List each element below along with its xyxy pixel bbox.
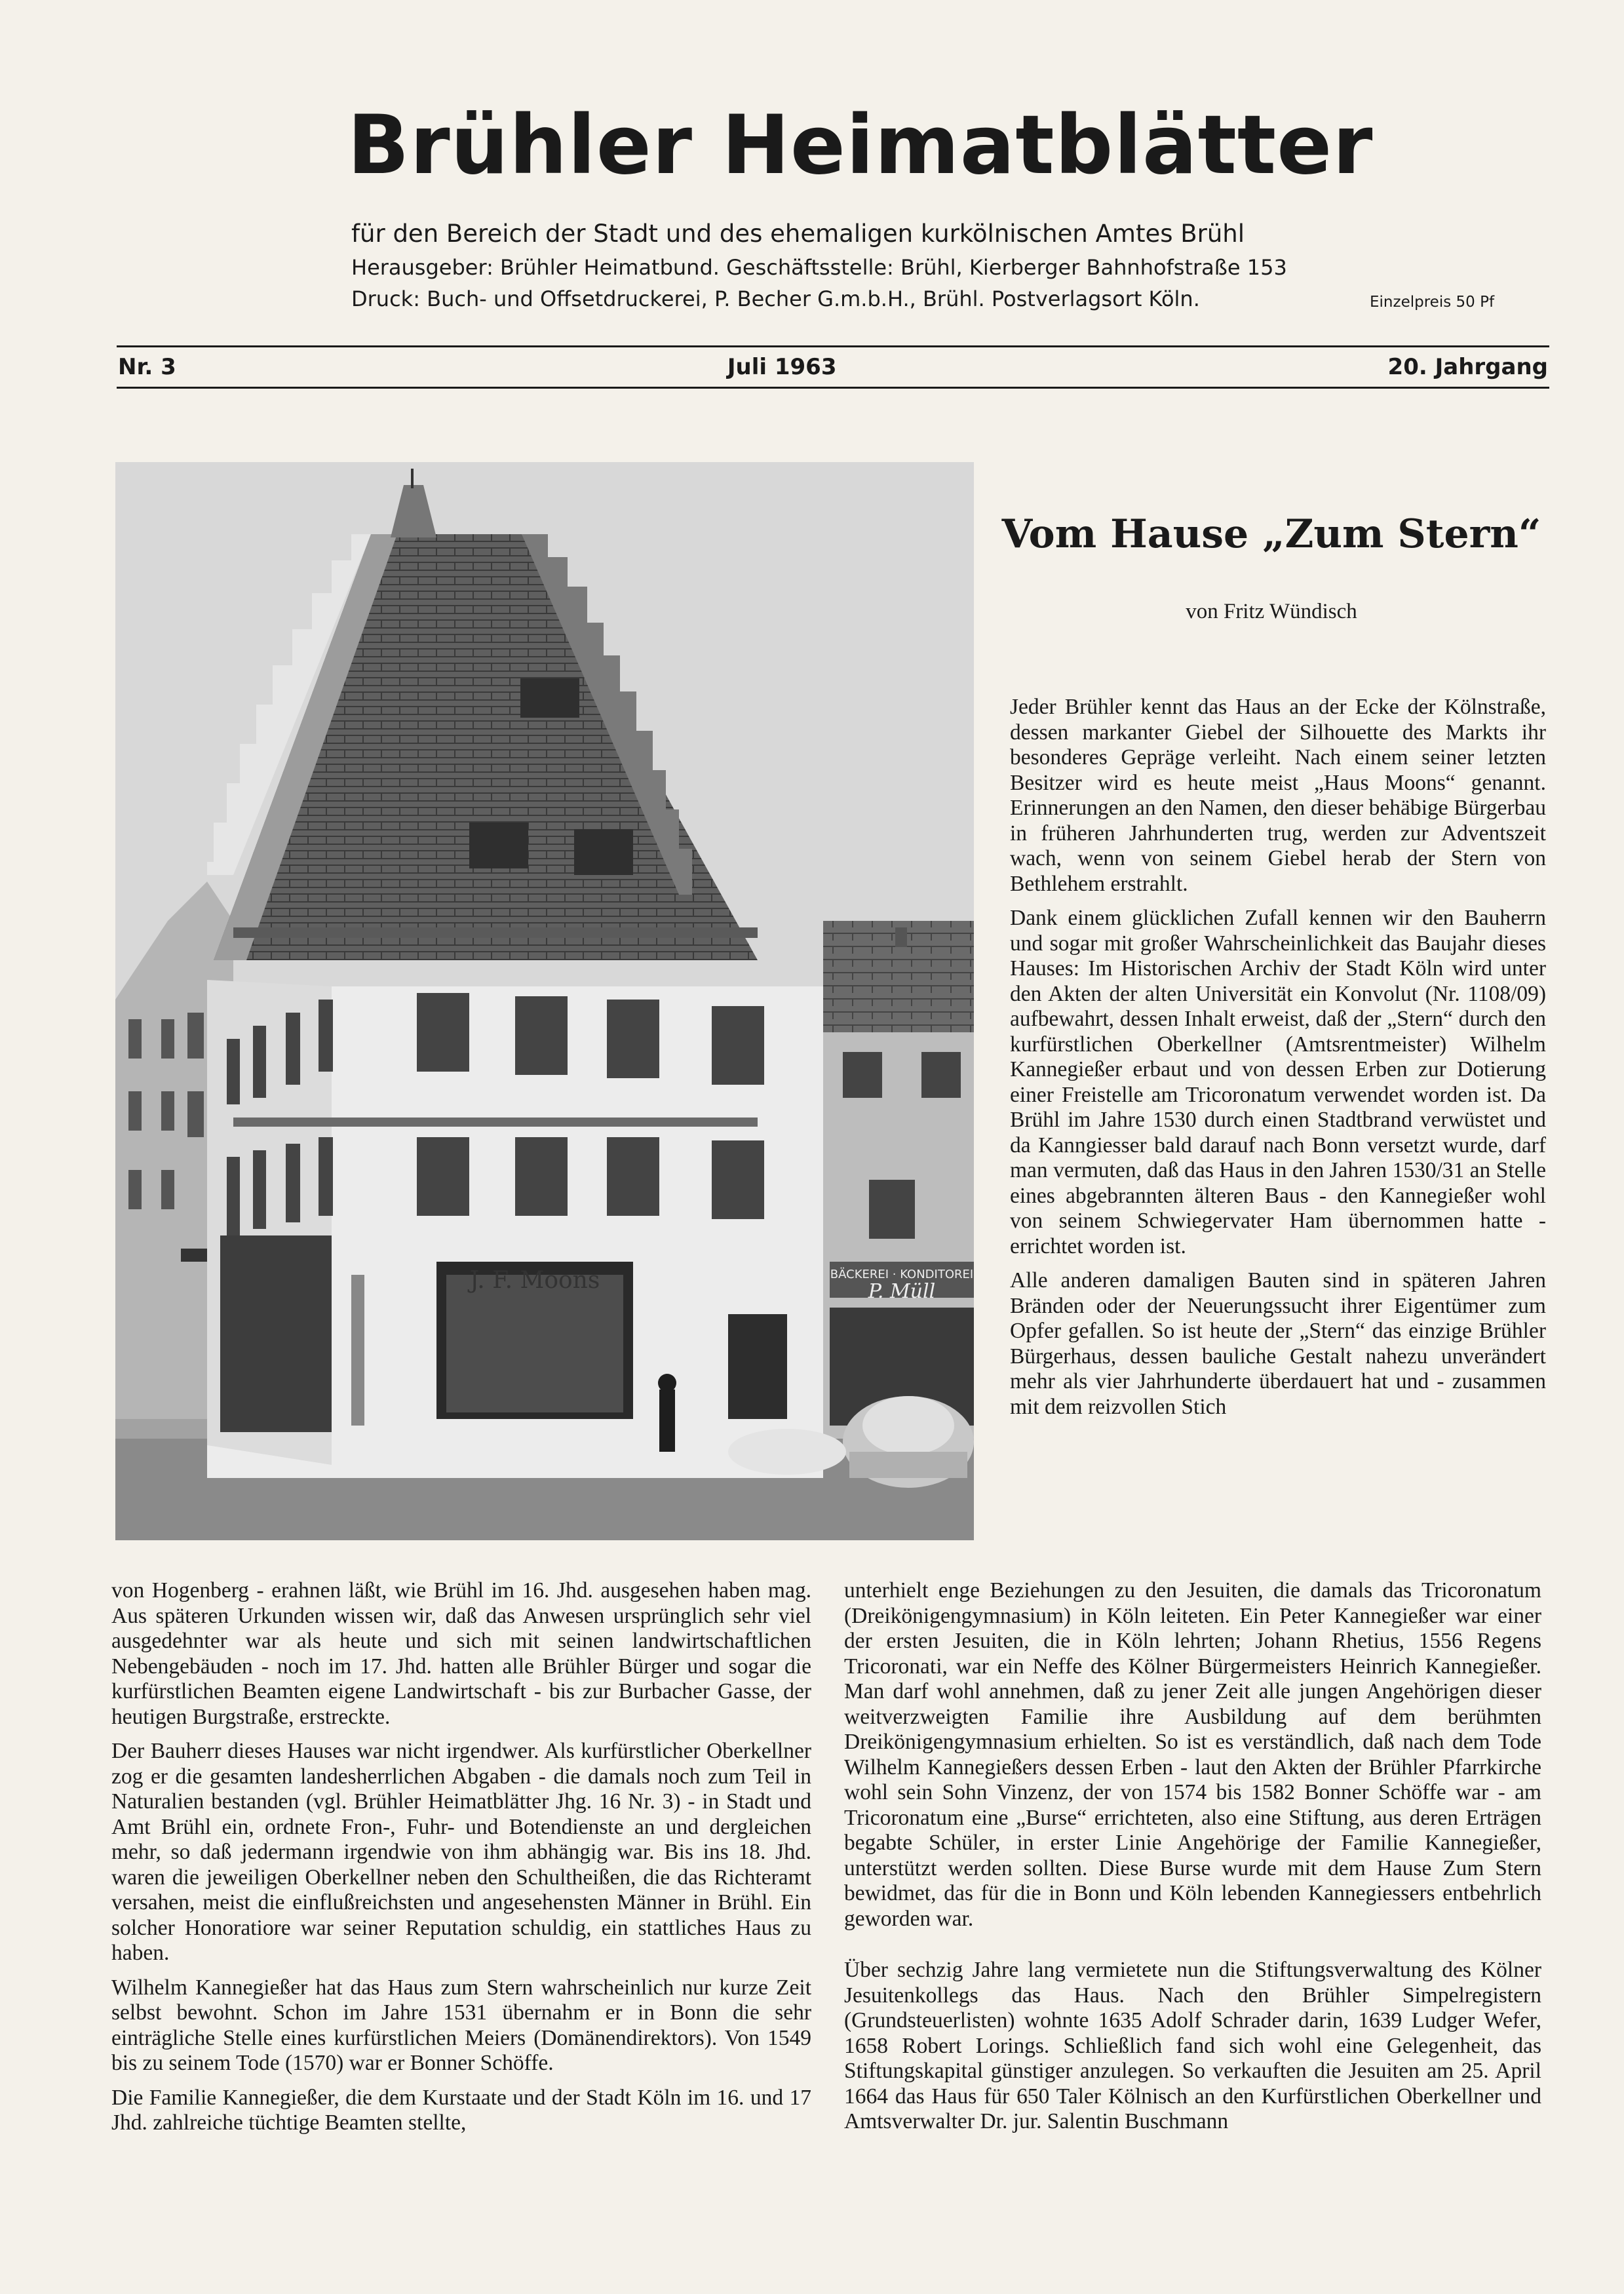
masthead-title: Brühler Heimatblätter xyxy=(347,98,1374,193)
article-title: Vom Hause „Zum Stern“ xyxy=(1001,511,1541,557)
header-rule-top xyxy=(117,345,1549,347)
paragraph: Der Bauherr dieses Hauses war nicht irgendwer. Als kurfürstlicher Oberkellner zog er die gesamten landesherrlichen Abgaben - die damals noch zum Teil in Naturalien bestanden (vgl. Brühler Heimatblätter Jhg. 16 Nr. 3) - in Stadt und Amt Brühl ein, ordnete Fron-, Fuhr- und Botendienste an und dergleichen mehr, so daß jedermann irgendwie von ihm abhängig war. Bis ins 18. Jhd. waren die jeweiligen Oberkellner neben den Schultheißen, die das Richteramt versahen, meist die einflußreichsten und angesehensten Männer in Brühl. Ein solcher Honoratiore war seiner Reputation schuldig, ein stattliches Haus zu haben. xyxy=(111,1739,811,1965)
article-column-middle xyxy=(844,1578,1541,2144)
masthead-printer: Druck: Buch- und Offsetdruckerei, P. Becher G.m.b.H., Brühl. Postverlagsort Köln. xyxy=(351,286,1200,311)
paragraph: Alle anderen damaligen Bauten sind in späteren Jahren Bränden oder der Neuerungssucht ihrer Eigentümer zum Opfer gefallen. So ist heute der „Stern“ das einzige Brühler Bürgerhaus, dessen bauliche Gestalt nahezu unverändert mehr als vier Jahrhunderte überdauert hat und - zusammen mit dem reizvollen Stich xyxy=(1010,1268,1546,1419)
house-photo xyxy=(115,462,974,1540)
masthead-subtitle: für den Bereich der Stadt und des ehemaligen kurkölnischen Amtes Brühl xyxy=(351,220,1245,248)
masthead-publisher: Herausgeber: Brühler Heimatbund. Geschäftsstelle: Brühl, Kierberger Bahnhofstraße 153 xyxy=(351,255,1287,280)
issue-bar xyxy=(118,354,1548,380)
paragraph: Wilhelm Kannegießer hat das Haus zum Stern wahrscheinlich nur kurze Zeit selbst bewohnt. Schon im Jahre 1531 übernahm er in Bonn die sehr einträgliche Stelle eines kurfürstlichen Meiers (Domänendirektors). Von 1549 bis zu seinem Tode (1570) war er Bonner Schöffe. xyxy=(111,1975,811,2075)
house-photo-drawing xyxy=(115,462,974,1540)
paragraph: Jeder Brühler kennt das Haus an der Ecke der Kölnstraße, dessen markanter Giebel der Silhouette des Markts ihr besonderes Gepräge verleiht. Nach einem seiner letzten Besitzer wird es heute meist „Haus Moons“ genannt. Erinnerungen an den Namen, den dieser behäbige Bürgerbau in früheren Jahrhunderten trug, werden zur Adventszeit wach, wenn von seinem Giebel herab der Stern von Bethlehem erstrahlt. xyxy=(1010,695,1546,896)
issue-volume: 20. Jahrgang xyxy=(1387,354,1548,380)
issue-number: Nr. 3 xyxy=(118,354,176,380)
article-column-left xyxy=(111,1578,811,2145)
paragraph: von Hogenberg - erahnen läßt, wie Brühl im 16. Jhd. ausgesehen haben mag. Aus späteren Urkunden wissen wir, daß das Anwesen ursprünglich sehr viel ausgedehnter war als heute und sich mit seinen landwirtschaftlichen Nebengebäuden - noch im 17. Jhd. hatten alle Brühler Bürger und sogar die kurfürstlichen Beamten eigene Landwirtschaft - bis zur Burbacher Gasse, der heutigen Burgstraße, erstreckte. xyxy=(111,1578,811,1729)
paragraph: Dank einem glücklichen Zufall kennen wir den Bauherrn und sogar mit großer Wahrscheinlichkeit das Baujahr dieses Hauses: Im Historischen Archiv der Stadt Köln wird unter den Akten der alten Universität ein Konvolut (Nr. 1108/09) aufbewahrt, dessen Inhalt erweist, daß der „Stern“ durch den kurfürstlichen Oberkellner (Amtsrentmeister) Wilhelm Kannegießer erbaut und von dessen Erben zur Dotierung einer Freistelle am Tricoronatum verwendet worden ist. Da Brühl im Jahre 1530 durch einen Stadtbrand verwüstet und da Kanngiesser bald darauf nach Bonn versetzt wurde, darf man vermuten, daß das Haus in den Jahren 1530/31 an Stelle eines abgebrannten älteren Baus - den Kannegießer wohl von seinem Schwiegervater Ham übernommen hatte - errichtet worden ist. xyxy=(1010,906,1546,1258)
masthead-info xyxy=(351,216,1334,315)
neighbour-script: P. Müll xyxy=(868,1280,936,1303)
paragraph: unterhielt enge Beziehungen zu den Jesuiten, die damals das Tricoronatum (Dreikönigengymnasium) in Köln leiteten. Ein Peter Kannegießer war einer der ersten Jesuiten, die in Köln lehrten; Johann Rhetius, 1556 Regens Tricoronati, war ein Neffe des Kölner Bürgermeisters Heinrich Kannegießer. Man darf wohl annehmen, daß zu jener Zeit alle jungen Angehörigen dieser weitverzweigten Familie ihre Ausbildung auf dem berühmten Dreikönigengymnasium erhielten. So ist es verständlich, daß nach dem Tode Wilhelm Kannegießers dessen Erben - laut den Akten der Brühler Pfarrkirche wohl sein Sohn Vinzenz, der von 1574 bis 1582 Bonner Schöffe war - am Tricoronatum eine „Burse“ errichteten, also eine Stiftung, aus deren Erträgen begabte Schüler, in erster Linie Angehörige der Familie Kannegießer, unterstützt werden sollten. Diese Burse wurde mit dem Hause Zum Stern bewidmet, das für die in Bonn und Köln lebenden Kannegiessers entbehrlich geworden war. xyxy=(844,1578,1541,1931)
paragraph: Die Familie Kannegießer, die dem Kurstaate und der Stadt Köln im 16. und 17 Jhd. zahlreiche tüchtige Beamten stellte, xyxy=(111,2085,811,2135)
single-price: Einzelpreis 50 Pf xyxy=(1370,294,1495,311)
article-column-right xyxy=(1010,695,1546,1429)
article-byline: von Fritz Wündisch xyxy=(1186,600,1357,623)
paragraph: Über sechzig Jahre lang vermietete nun die Stiftungsverwaltung des Kölner Jesuitenkollegs das Haus. Nach den Brühler Simpelregistern (Grundsteuerlisten) wohnte 1635 Adolf Schrader darin, 1639 Ludger Wefer, 1658 Robert Lorings. Schließlich fand sich wohl eine Gelegenheit, das Stiftungskapital günstiger anzulegen. So verkauften die Jesuiten am 25. April 1664 das Haus für 650 Taler Kölnisch an den Kurfürstlichen Oberkellner und Amtsverwalter Dr. jur. Salentin Buschmann xyxy=(844,1958,1541,2133)
issue-date: Juli 1963 xyxy=(727,354,837,380)
shop-sign: J. F. Moons xyxy=(469,1267,600,1294)
header-rule-bottom xyxy=(117,387,1549,389)
neighbour-sign: BÄCKEREI · KONDITOREI xyxy=(830,1268,974,1281)
